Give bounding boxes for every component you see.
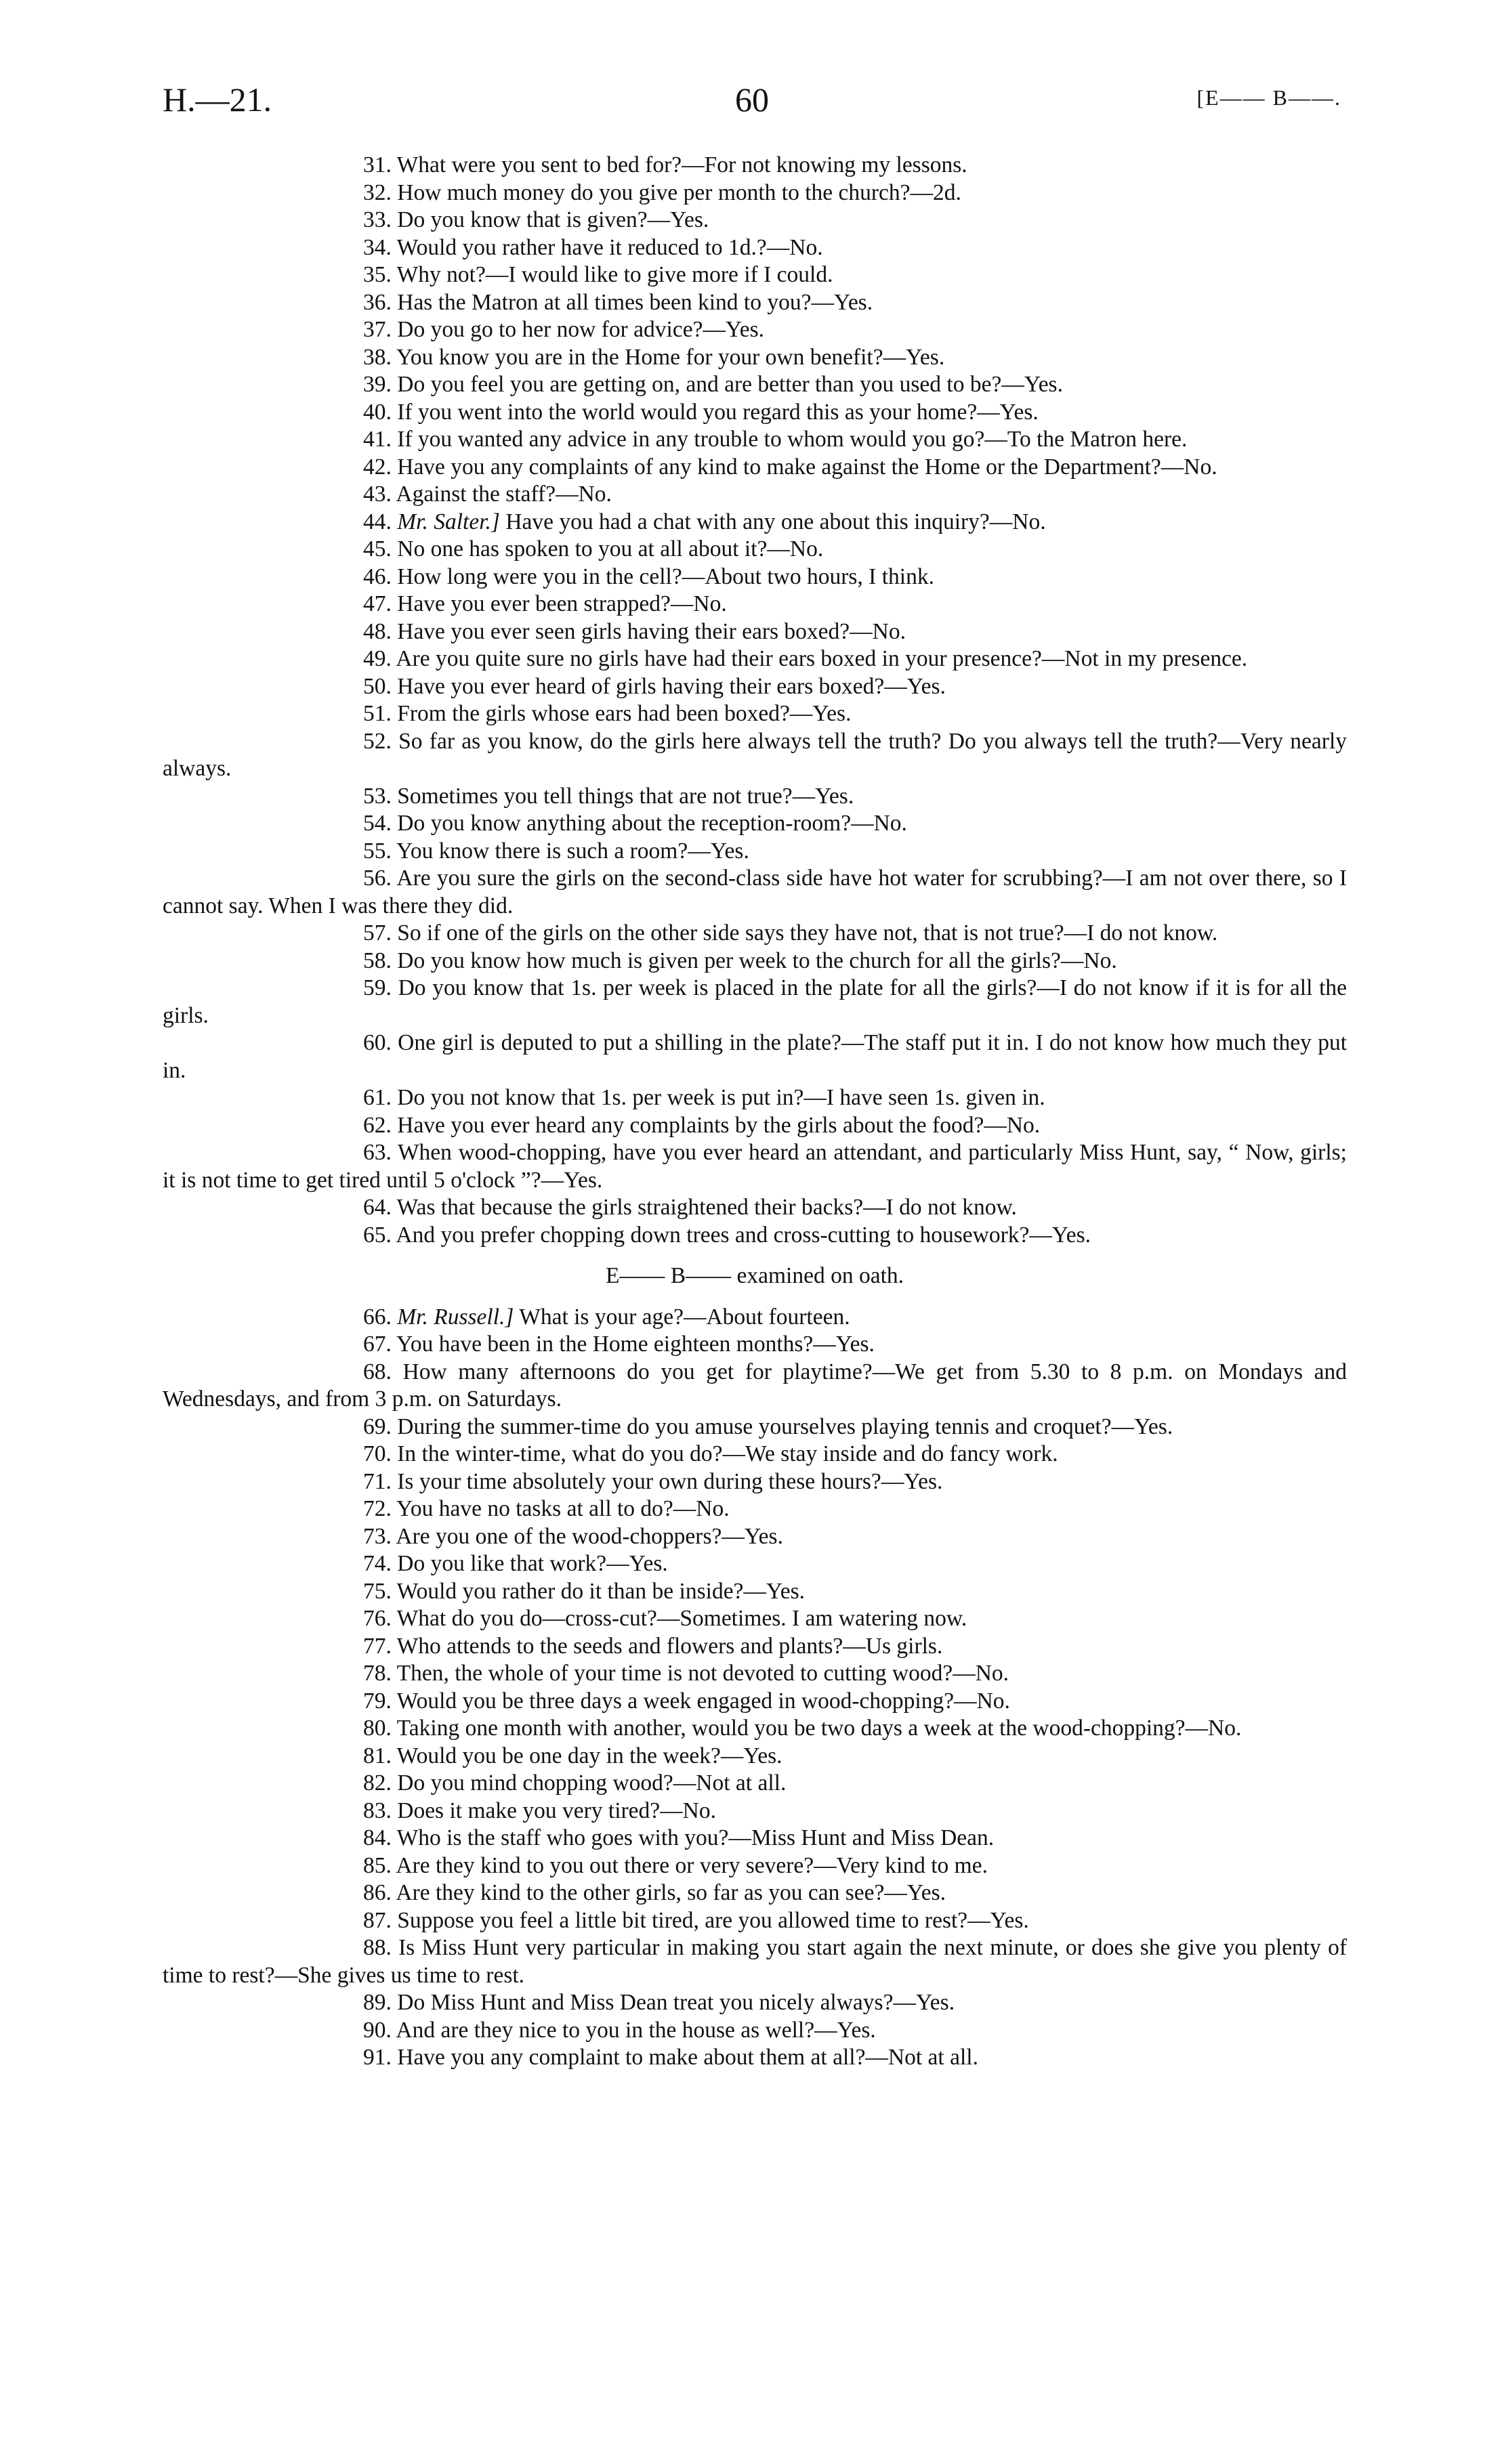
question-item <box>163 1825 1347 1852</box>
question-text: From the girls whose ears had been boxed?—Yes. <box>397 701 852 726</box>
question-number: 65. <box>363 1222 392 1248</box>
question-number: 61. <box>363 1085 392 1110</box>
question-number: 33. <box>363 207 392 232</box>
question-text: You know there is such a room?—Yes. <box>396 838 749 864</box>
question-text: Are you one of the wood-choppers?—Yes. <box>396 1523 783 1549</box>
questions-section-one <box>163 152 1347 1249</box>
question-text: Taking one month with another, would you be two days a week at the wood-chopping?—No. <box>396 1716 1242 1741</box>
question-number: 68. <box>363 1359 392 1384</box>
question-number: 52. <box>363 728 392 754</box>
question-number: 50. <box>363 673 392 699</box>
question-item <box>163 1359 1347 1414</box>
question-item <box>163 234 1347 262</box>
question-item <box>163 700 1347 728</box>
question-text: Why not?—I would like to give more if I could. <box>396 262 833 287</box>
question-item <box>163 481 1347 509</box>
question-number: 57. <box>363 920 392 946</box>
question-number: 78. <box>363 1661 392 1686</box>
examination-heading: E—— B—— examined on oath. <box>605 1263 904 1288</box>
question-item <box>163 1660 1347 1688</box>
question-text: Would you rather do it than be inside?—Yes. <box>396 1578 806 1604</box>
question-number: 60. <box>363 1030 392 1055</box>
question-item <box>163 645 1347 673</box>
question-text: What do you do—cross-cut?—Sometimes. I am watering now. <box>396 1606 967 1631</box>
question-item <box>163 399 1347 427</box>
question-item <box>163 1743 1347 1770</box>
question-number: 83. <box>363 1798 392 1823</box>
question-text: Do Miss Hunt and Miss Dean treat you nicely always?—Yes. <box>397 1990 955 2015</box>
question-text: Do you know that 1s. per week is placed in the plate for all the girls?—I do not know if it is for all the girls. <box>163 975 1348 1028</box>
question-text: How much money do you give per month to the church?—2d. <box>397 179 961 205</box>
question-item <box>163 289 1347 317</box>
document-reference: H.—21. <box>163 81 272 119</box>
question-number: 32. <box>363 179 392 205</box>
question-item <box>163 1550 1347 1578</box>
question-number: 74. <box>363 1551 392 1576</box>
question-number: 49. <box>363 646 392 671</box>
question-number: 69. <box>363 1414 392 1439</box>
question-number: 44. <box>363 509 392 534</box>
question-text: Are they kind to the other girls, so far as you can see?—Yes. <box>396 1880 946 1905</box>
question-item <box>163 152 1347 179</box>
question-text: Do you know anything about the reception-room?—No. <box>397 811 907 836</box>
question-number: 72. <box>363 1496 392 1521</box>
question-item <box>163 344 1347 372</box>
question-text: Have you any complaints of any kind to make against the Home or the Department?—No. <box>397 454 1217 480</box>
question-item <box>163 1989 1347 2017</box>
question-item <box>163 509 1347 536</box>
question-text: Was that because the girls straightened their backs?—I do not know. <box>396 1195 1017 1220</box>
question-item <box>163 1688 1347 1716</box>
question-item <box>163 591 1347 618</box>
question-number: 90. <box>363 2017 392 2043</box>
question-text: During the summer-time do you amuse yourselves playing tennis and croquet?—Yes. <box>397 1414 1173 1439</box>
question-text: Are you sure the girls on the second-class side have hot water for scrubbing?—I am not over there, so I cannot say. When I was there they did. <box>163 866 1347 918</box>
question-item <box>163 975 1347 1029</box>
question-number: 79. <box>363 1688 392 1714</box>
question-number: 59. <box>363 975 392 1000</box>
question-item <box>163 1798 1347 1825</box>
question-number: 45. <box>363 536 392 561</box>
question-text: In the winter-time, what do you do?—We stay inside and do fancy work. <box>397 1441 1058 1466</box>
question-number: 75. <box>363 1578 392 1604</box>
question-number: 80. <box>363 1716 392 1741</box>
question-item <box>163 1879 1347 1907</box>
question-number: 58. <box>363 948 392 973</box>
question-text: Who is the staff who goes with you?—Miss Hunt and Miss Dean. <box>396 1825 995 1850</box>
question-text: What is your age?—About fourteen. <box>519 1304 850 1330</box>
question-item <box>163 1770 1347 1798</box>
question-number: 88. <box>363 1935 392 1960</box>
questions-section-two <box>163 1304 1347 2072</box>
question-number: 89. <box>363 1990 392 2015</box>
question-text: Has the Matron at all times been kind to you?—Yes. <box>397 289 873 315</box>
question-item <box>163 838 1347 866</box>
question-text: No one has spoken to you at all about it?—No. <box>397 536 824 561</box>
question-item <box>163 1331 1347 1359</box>
question-text: So far as you know, do the girls here always tell the truth? Do you always tell the truth?—Very nearly always. <box>163 728 1348 781</box>
question-number: 51. <box>363 701 392 726</box>
question-text: Have you ever seen girls having their ears boxed?—No. <box>397 618 906 644</box>
speaker-name: Mr. Russell.] <box>397 1304 514 1330</box>
question-text: Do you go to her now for advice?—Yes. <box>397 317 765 342</box>
question-text: Does it make you very tired?—No. <box>397 1798 716 1823</box>
question-number: 84. <box>363 1825 392 1850</box>
question-text: You have been in the Home eighteen months?—Yes. <box>396 1332 875 1357</box>
question-item <box>163 179 1347 207</box>
question-item <box>163 618 1347 646</box>
question-text: You know you are in the Home for your own benefit?—Yes. <box>396 344 945 370</box>
question-text: Is your time absolutely your own during these hours?—Yes. <box>397 1468 943 1494</box>
question-text: Would you rather have it reduced to 1d.?—No. <box>396 234 823 260</box>
question-text: Do you feel you are getting on, and are better than you used to be?—Yes. <box>397 372 1063 397</box>
speaker-name: Mr. Salter.] <box>397 509 500 534</box>
question-text: Have you ever heard of girls having their ears boxed?—Yes. <box>397 673 946 699</box>
question-number: 38. <box>363 344 392 370</box>
question-item <box>163 1578 1347 1606</box>
question-item <box>163 454 1347 482</box>
question-text: How many afternoons do you get for playtime?—We get from 5.30 to 8 p.m. on Mondays and Wednesdays, and from 3 p.m. on Saturdays. <box>163 1359 1348 1411</box>
question-number: 71. <box>363 1468 392 1494</box>
question-item <box>163 1934 1347 1989</box>
question-text: Are they kind to you out there or very severe?—Very kind to me. <box>396 1852 988 1878</box>
question-number: 41. <box>363 427 392 452</box>
question-text: Is Miss Hunt very particular in making you start again the next minute, or does she give you plenty of time to rest?—She gives us time to rest. <box>163 1935 1348 1988</box>
question-number: 43. <box>363 482 392 507</box>
question-text: Do you know how much is given per week to the church for all the girls?—No. <box>397 948 1117 973</box>
question-number: 39. <box>363 372 392 397</box>
question-text: Have you any complaint to make about them at all?—Not at all. <box>397 2045 978 2070</box>
question-item <box>163 1715 1347 1743</box>
question-number: 47. <box>363 591 392 616</box>
witness-reference: [E—— B——. <box>1196 85 1341 110</box>
question-number: 48. <box>363 618 392 644</box>
question-text: And are they nice to you in the house as well?—Yes. <box>396 2017 876 2043</box>
question-number: 63. <box>363 1140 392 1165</box>
question-text: What were you sent to bed for?—For not knowing my lessons. <box>396 152 967 177</box>
question-number: 85. <box>363 1852 392 1878</box>
question-number: 76. <box>363 1606 392 1631</box>
question-number: 55. <box>363 838 392 864</box>
question-item <box>163 371 1347 399</box>
question-text: Against the staff?—No. <box>396 482 612 507</box>
question-item <box>163 920 1347 948</box>
question-number: 42. <box>363 454 392 480</box>
question-text: Who attends to the seeds and flowers and plants?—Us girls. <box>396 1633 943 1659</box>
question-item <box>163 1523 1347 1551</box>
question-item <box>163 2044 1347 2072</box>
question-number: 53. <box>363 783 392 809</box>
question-text: Sometimes you tell things that are not true?—Yes. <box>397 783 854 809</box>
question-number: 31. <box>363 152 392 177</box>
question-item <box>163 728 1347 783</box>
question-number: 73. <box>363 1523 392 1549</box>
question-number: 46. <box>363 564 392 589</box>
question-item <box>163 261 1347 289</box>
question-item <box>163 948 1347 975</box>
question-number: 86. <box>363 1880 392 1905</box>
question-item <box>163 810 1347 838</box>
question-item <box>163 1907 1347 1935</box>
question-text: Then, the whole of your time is not devoted to cutting wood?—No. <box>396 1661 1009 1686</box>
page-number: 60 <box>735 81 769 119</box>
question-number: 62. <box>363 1112 392 1138</box>
question-item <box>163 1139 1347 1194</box>
question-text: And you prefer chopping down trees and cross-cutting to housework?—Yes. <box>396 1222 1091 1248</box>
question-item <box>163 207 1347 234</box>
question-number: 40. <box>363 399 392 425</box>
question-item <box>163 2017 1347 2045</box>
question-number: 64. <box>363 1195 392 1220</box>
question-item <box>163 783 1347 811</box>
question-number: 67. <box>363 1332 392 1357</box>
question-number: 66. <box>363 1304 392 1330</box>
question-number: 34. <box>363 234 392 260</box>
question-item <box>163 1304 1347 1332</box>
question-text: Are you quite sure no girls have had their ears boxed in your presence?—Not in my presence. <box>396 646 1248 671</box>
question-number: 35. <box>363 262 392 287</box>
question-text: One girl is deputed to put a shilling in the plate?—The staff put it in. I do not know how much they put in. <box>163 1030 1347 1083</box>
question-item <box>163 1414 1347 1441</box>
page-body <box>163 152 1347 2072</box>
question-number: 91. <box>363 2045 392 2070</box>
question-item <box>163 865 1347 920</box>
question-number: 36. <box>363 289 392 315</box>
question-text: If you went into the world would you regard this as your home?—Yes. <box>397 399 1039 425</box>
question-item <box>163 1852 1347 1880</box>
question-item <box>163 1605 1347 1633</box>
question-item <box>163 1084 1347 1112</box>
question-item <box>163 1495 1347 1523</box>
question-item <box>163 564 1347 591</box>
question-text: Have you ever been strapped?—No. <box>397 591 727 616</box>
question-number: 87. <box>363 1907 392 1933</box>
question-number: 77. <box>363 1633 392 1659</box>
question-item <box>163 316 1347 344</box>
question-text: Do you mind chopping wood?—Not at all. <box>397 1770 787 1796</box>
question-item <box>163 1441 1347 1468</box>
question-text: When wood-chopping, have you ever heard an attendant, and particularly Miss Hunt, say, “ Now, girls; it is not time to get tired until 5 o'clock ”?—Yes. <box>163 1140 1347 1193</box>
question-text: Do you know that is given?—Yes. <box>397 207 709 232</box>
question-text: Have you had a chat with any one about this inquiry?—No. <box>505 509 1046 534</box>
question-item <box>163 1222 1347 1250</box>
question-number: 82. <box>363 1770 392 1796</box>
question-text: How long were you in the cell?—About two hours, I think. <box>397 564 934 589</box>
question-text: You have no tasks at all to do?—No. <box>396 1496 730 1521</box>
question-text: Do you like that work?—Yes. <box>397 1551 668 1576</box>
question-text: Suppose you feel a little bit tired, are you allowed time to rest?—Yes. <box>397 1907 1029 1933</box>
question-item <box>163 536 1347 564</box>
question-number: 54. <box>363 811 392 836</box>
question-item <box>163 1194 1347 1222</box>
question-text: Would you be one day in the week?—Yes. <box>396 1743 782 1768</box>
question-text: Have you ever heard any complaints by the girls about the food?—No. <box>397 1112 1041 1138</box>
question-item <box>163 1112 1347 1140</box>
question-text: Do you not know that 1s. per week is put in?—I have seen 1s. given in. <box>397 1085 1045 1110</box>
question-item <box>163 426 1347 454</box>
question-item <box>163 1468 1347 1496</box>
question-number: 81. <box>363 1743 392 1768</box>
question-text: Would you be three days a week engaged in wood-chopping?—No. <box>396 1688 1010 1714</box>
page-header <box>163 80 1341 127</box>
question-item <box>163 673 1347 701</box>
question-text: So if one of the girls on the other side says they have not, that is not true?—I do not know. <box>397 920 1218 946</box>
question-number: 56. <box>363 866 392 891</box>
question-number: 70. <box>363 1441 392 1466</box>
question-number: 37. <box>363 317 392 342</box>
question-text: If you wanted any advice in any trouble to whom would you go?—To the Matron here. <box>397 427 1188 452</box>
question-item <box>163 1029 1347 1084</box>
question-item <box>163 1633 1347 1661</box>
